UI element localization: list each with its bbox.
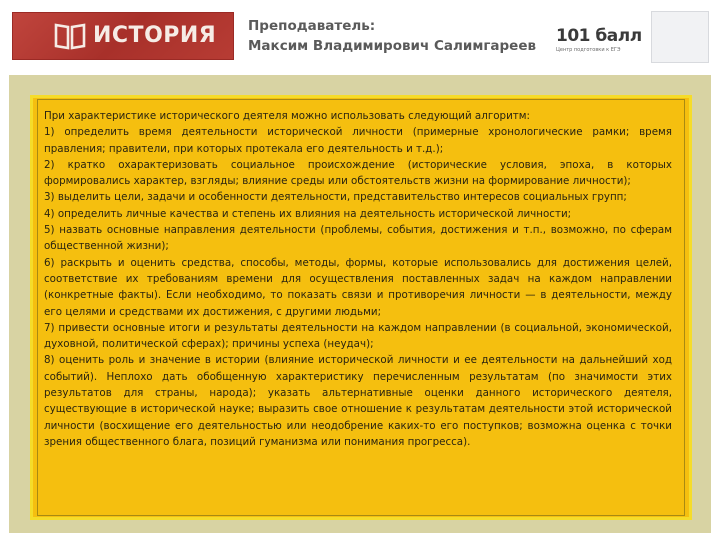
subject-title: ИСТОРИЯ xyxy=(93,23,217,48)
logo-tagline: Центр подготовки к ЕГЭ xyxy=(556,47,621,53)
teacher-name: Максим Владимирович Салимгареев xyxy=(248,38,537,54)
step-2: 2) кратко охарактеризовать социальное происхождение (исторические условия, эпоха, в которых формировались характер, взгляды; влияние среды или обстоятельств жизни на формирование личности); xyxy=(44,158,672,188)
teacher-info xyxy=(248,16,536,56)
step-4: 4) определить личные качества и степень их влияния на деятельность исторической личности; xyxy=(44,207,572,220)
logo-101-ball xyxy=(556,26,646,56)
logo-number: 101 балл xyxy=(556,26,642,46)
step-8: 8) оценить роль и значение в истории (влияние исторической личности и ее деятельности на дальнейший ход событий). Неплохо дать обобщенную характеристику перечисленным результатам (по значимости этих результатов для страны, народа); указать альтернативные оценки данного исторического деятеля, существующие в исторической науке; выразить свое отношение к результатам деятельности этой исторической личности (восхищение его деятельностью или неодобрение каких-то его поступков; возможна оценка с точки зрения общественного блага, позиций гуманизма или понимания прогресса). xyxy=(44,354,672,448)
subject-banner xyxy=(12,12,234,60)
algorithm-text xyxy=(44,108,672,450)
step-1: 1) определить время деятельности исторической личности (примерные хронологические рамки; время правления; правители, при которых протекала его деятельность и т.д.); xyxy=(44,126,672,155)
header xyxy=(0,0,720,75)
corner-decoration xyxy=(651,11,709,63)
step-7: 7) привести основные итоги и результаты деятельности на каждом направлении (в социальной, экономической, духовной, политической сферах); причины успеха (неудач); xyxy=(44,321,672,351)
step-3: 3) выделить цели, задачи и особенности деятельности, представительство интересов социальных групп; xyxy=(44,191,627,204)
teacher-label: Преподаватель: xyxy=(248,18,376,34)
book-icon xyxy=(53,21,87,51)
step-6: 6) раскрыть и оценить средства, способы, методы, формы, которые использовались для достижения целей, соответствие их требованиям времени для осуществления поставленных задач на каждом направлении (конкретные факты). Если необходимо, то показать связи и противоречия личности — в деятельности, между его целями и средствами их достижения, с другими людьми; xyxy=(44,256,672,318)
step-5: 5) назвать основные направления деятельности (проблемы, события, достижения и т.п., возможно, по сферам общественной жизни); xyxy=(44,224,672,253)
intro-paragraph: При характеристике исторического деятеля можно использовать следующий алгоритм: xyxy=(44,110,530,122)
